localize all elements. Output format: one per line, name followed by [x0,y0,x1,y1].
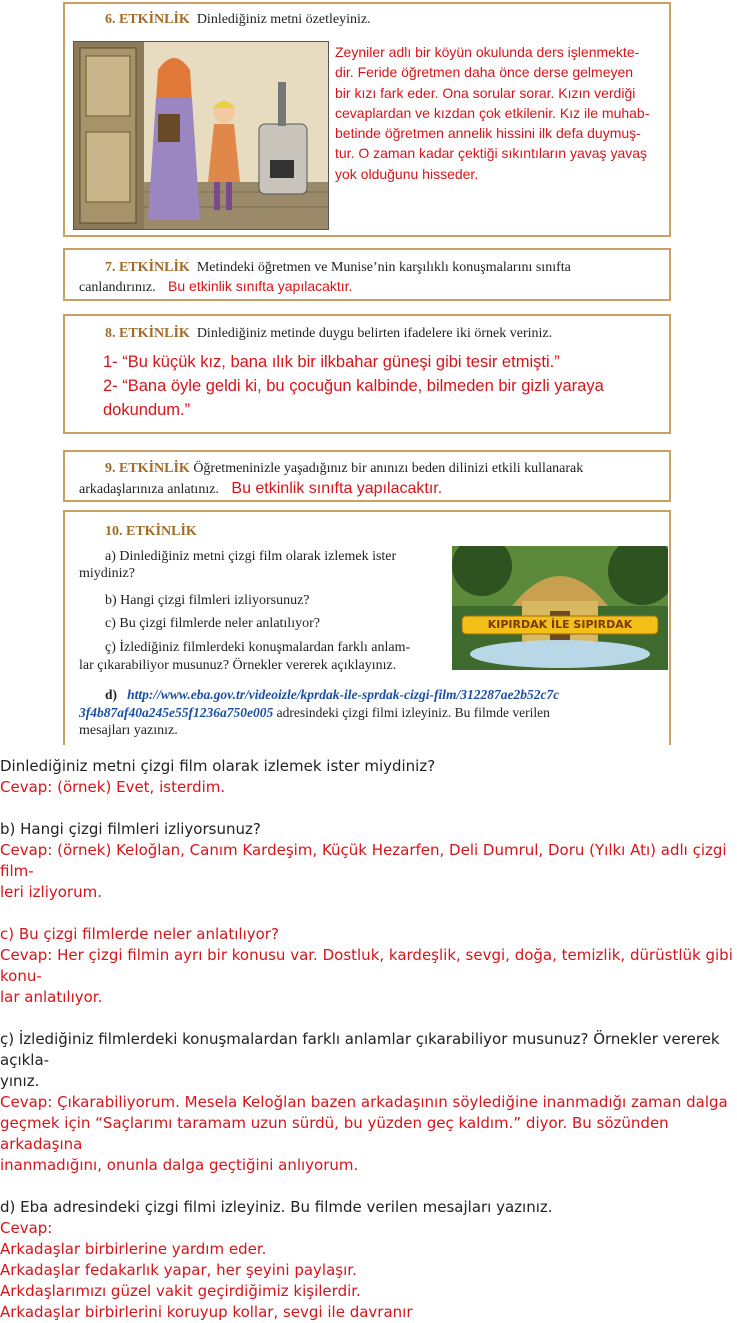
activity-6-answer [335,42,665,184]
answer-b: Cevap: (örnek) Keloğlan, Canım Kardeşim, Küçük Hezarfen, Deli Dumrul, Doru (Yılkı Atı) adlı çizgi film- [0,841,727,880]
answer-d-item [0,1281,737,1302]
answers-section [0,756,737,1323]
question-a [105,548,445,565]
answer-c-question: c) Bu çizgi filmlerde neler anlatılıyor? [0,925,279,943]
answer-line: tur. O zaman kadar çektiği sıkıntıların yavaş yavaş [335,145,648,162]
answer-c: Cevap: Her çizgi filmin ayrı bir konusu var. Dostluk, kardeşlik, sevgi, doğa, temizlik, dürüstlük gibi konu- [0,946,733,985]
activity-7-line1 [105,259,571,276]
answer-a: Cevap: (örnek) Evet, isterdim. [0,778,226,796]
answer-cc-question: ç) İzlediğiniz filmlerdeki konuşmalardan farklı anlamlar çıkarabiliyor musunuz? Örnekler vererek açıkla- [0,1030,720,1069]
answer-cc-question-cont: yınız. [0,1072,40,1090]
activity-8-box [63,314,671,434]
question-a-cont: miydiniz? [79,566,135,581]
question-cc-cont: lar çıkarabiliyor musunuz? Örnekler vererek açıklayınız. [79,658,397,673]
activity-7-box [63,248,671,301]
answer-line: 1- “Bu küçük kız, bana ılık bir ilkbahar güneşi gibi tesir etmişti.” [103,353,560,371]
answer-d-item [0,1302,737,1323]
answer-d-text: Arkadaşlar birbirlerini koruyup kollar, sevgi ile davranır [0,1303,413,1321]
answer-c-cont: lar anlatılıyor. [0,988,103,1006]
question-d-cont [79,704,550,721]
eba-link-cont[interactable]: 3f4b87af40a245e55f1236a750e005 [79,705,274,720]
activity-8-answer [103,350,604,422]
activity-9-instruction: Öğretmeninizle yaşadığınız bir anınızı beden dilinizi etkili kullanarak [193,461,584,476]
activity-9-answer: Bu etkinlik sınıfta yapılacaktır. [231,480,443,497]
eba-link[interactable]: http://www.eba.gov.tr/videoizle/kprdak-ile-sprdak-cizgi-film/312287ae2b52c7c [127,687,560,702]
activity-6-instruction: Dinlediğiniz metni özetleyiniz. [196,12,371,27]
answer-line: betinde öğretmen annelik hissini ilk defa duymuş- [335,125,641,142]
answer-cc-cont2: inanmadığını, onunla dalga geçtiğini anlıyorum. [0,1156,359,1174]
activity-9-instruction-cont: arkadaşlarınıza anlatınız. [79,482,219,497]
activity-8-number: 8. ETKİNLİK [105,326,190,341]
activity-6-box [63,2,671,237]
question-d-line3: mesajları yazınız. [79,723,178,738]
activity-9-line1 [105,460,583,477]
activity-7-instruction-cont: canlandırınız. [79,280,156,295]
answer-line: 2- “Bana öyle geldi ki, bu çocuğun kalbinde, bilmeden bir gizli yaraya [103,377,604,395]
answer-line: dir. Feride öğretmen daha önce derse gelmeyen [335,64,634,81]
answer-d-text: Arkdaşlarımızı güzel vakit geçirdiğimiz kişilerdir. [0,1282,361,1300]
question-cc: ç) İzlediğiniz filmlerdeki konuşmalardan farklı anlam- [105,640,411,655]
answer-d-item [0,1260,737,1281]
activity-7-instruction: Metindeki öğretmen ve Munise’nin karşılıklı konuşmalarını sınıfta [196,260,571,275]
activity-7-answer: Bu etkinlik sınıfta yapılacaktır. [168,278,353,294]
answer-line: Zeyniler adlı bir köyün okulunda ders işlenmekte- [335,44,640,60]
activity-10-number: 10. ETKİNLİK [105,524,197,539]
question-line: a) Dinlediğiniz metni çizgi film olarak izlemek ister [105,549,397,564]
answer-line: cevaplardan ve kızdan çok etkilenir. Kız ile muhab- [335,104,650,121]
answer-cc: Cevap: Çıkarabiliyorum. Mesela Keloğlan bazen arkadaşının söylediğine inanmadığı zaman dalga [0,1093,728,1111]
activity-9-number: 9. ETKİNLİK [105,461,190,476]
question-d-text: adresindeki çizgi filmi izleyiniz. Bu filmde verilen [276,705,550,720]
cartoon-thumbnail [452,546,668,670]
activity-9-line2 [79,480,442,498]
answer-cc-cont: geçmek için “Saçlarımı taramam uzun sürdü, bu yüzden geç kaldım.” diyor. Bu sözünden arkadaşına [0,1114,669,1153]
answer-b-question: b) Hangi çizgi filmleri izliyorsunuz? [0,820,261,838]
question-b: b) Hangi çizgi filmleri izliyorsunuz? [105,593,310,608]
answer-d-label: Cevap: [0,1219,53,1237]
cartoon-title: KIPIRDAK İLE SIPIRDAK [487,618,633,631]
question-d-label: d) [105,687,118,702]
question-d [105,686,559,703]
activity-6-heading [105,11,371,28]
answer-a-question: Dinlediğiniz metni çizgi film olarak izlemek ister miydiniz? [0,757,436,775]
answer-d-text: Arkadaşlar fedakarlık yapar, her şeyini paylaşır. [0,1261,357,1279]
teacher-girl-illustration [73,41,329,230]
activity-8-instruction: Dinlediğiniz metinde duygu belirten ifadelere iki örnek veriniz. [196,326,553,341]
answer-d-question: d) Eba adresindeki çizgi filmi izleyiniz. Bu filmde verilen mesajları yazınız. [0,1198,553,1216]
answer-d-item [0,1239,737,1260]
activity-7-line2 [79,278,352,296]
activity-8-heading [105,325,552,342]
answer-line: dokundum.” [103,401,191,419]
answer-line: yok olduğunu hisseder. [335,165,479,182]
answer-d-text: Arkadaşlar birbirlerine yardım eder. [0,1240,267,1258]
activity-6-number: 6. ETKİNLİK [105,12,190,27]
question-c: c) Bu çizgi filmlerde neler anlatılıyor? [105,616,320,631]
activity-7-number: 7. ETKİNLİK [105,260,190,275]
activity-9-box [63,450,671,502]
answer-line: bir kızı fark eder. Ona sorular sorar. Kızın verdiği [335,84,636,101]
answer-b-cont: leri izliyorum. [0,883,102,901]
activity-10-box [63,510,671,745]
